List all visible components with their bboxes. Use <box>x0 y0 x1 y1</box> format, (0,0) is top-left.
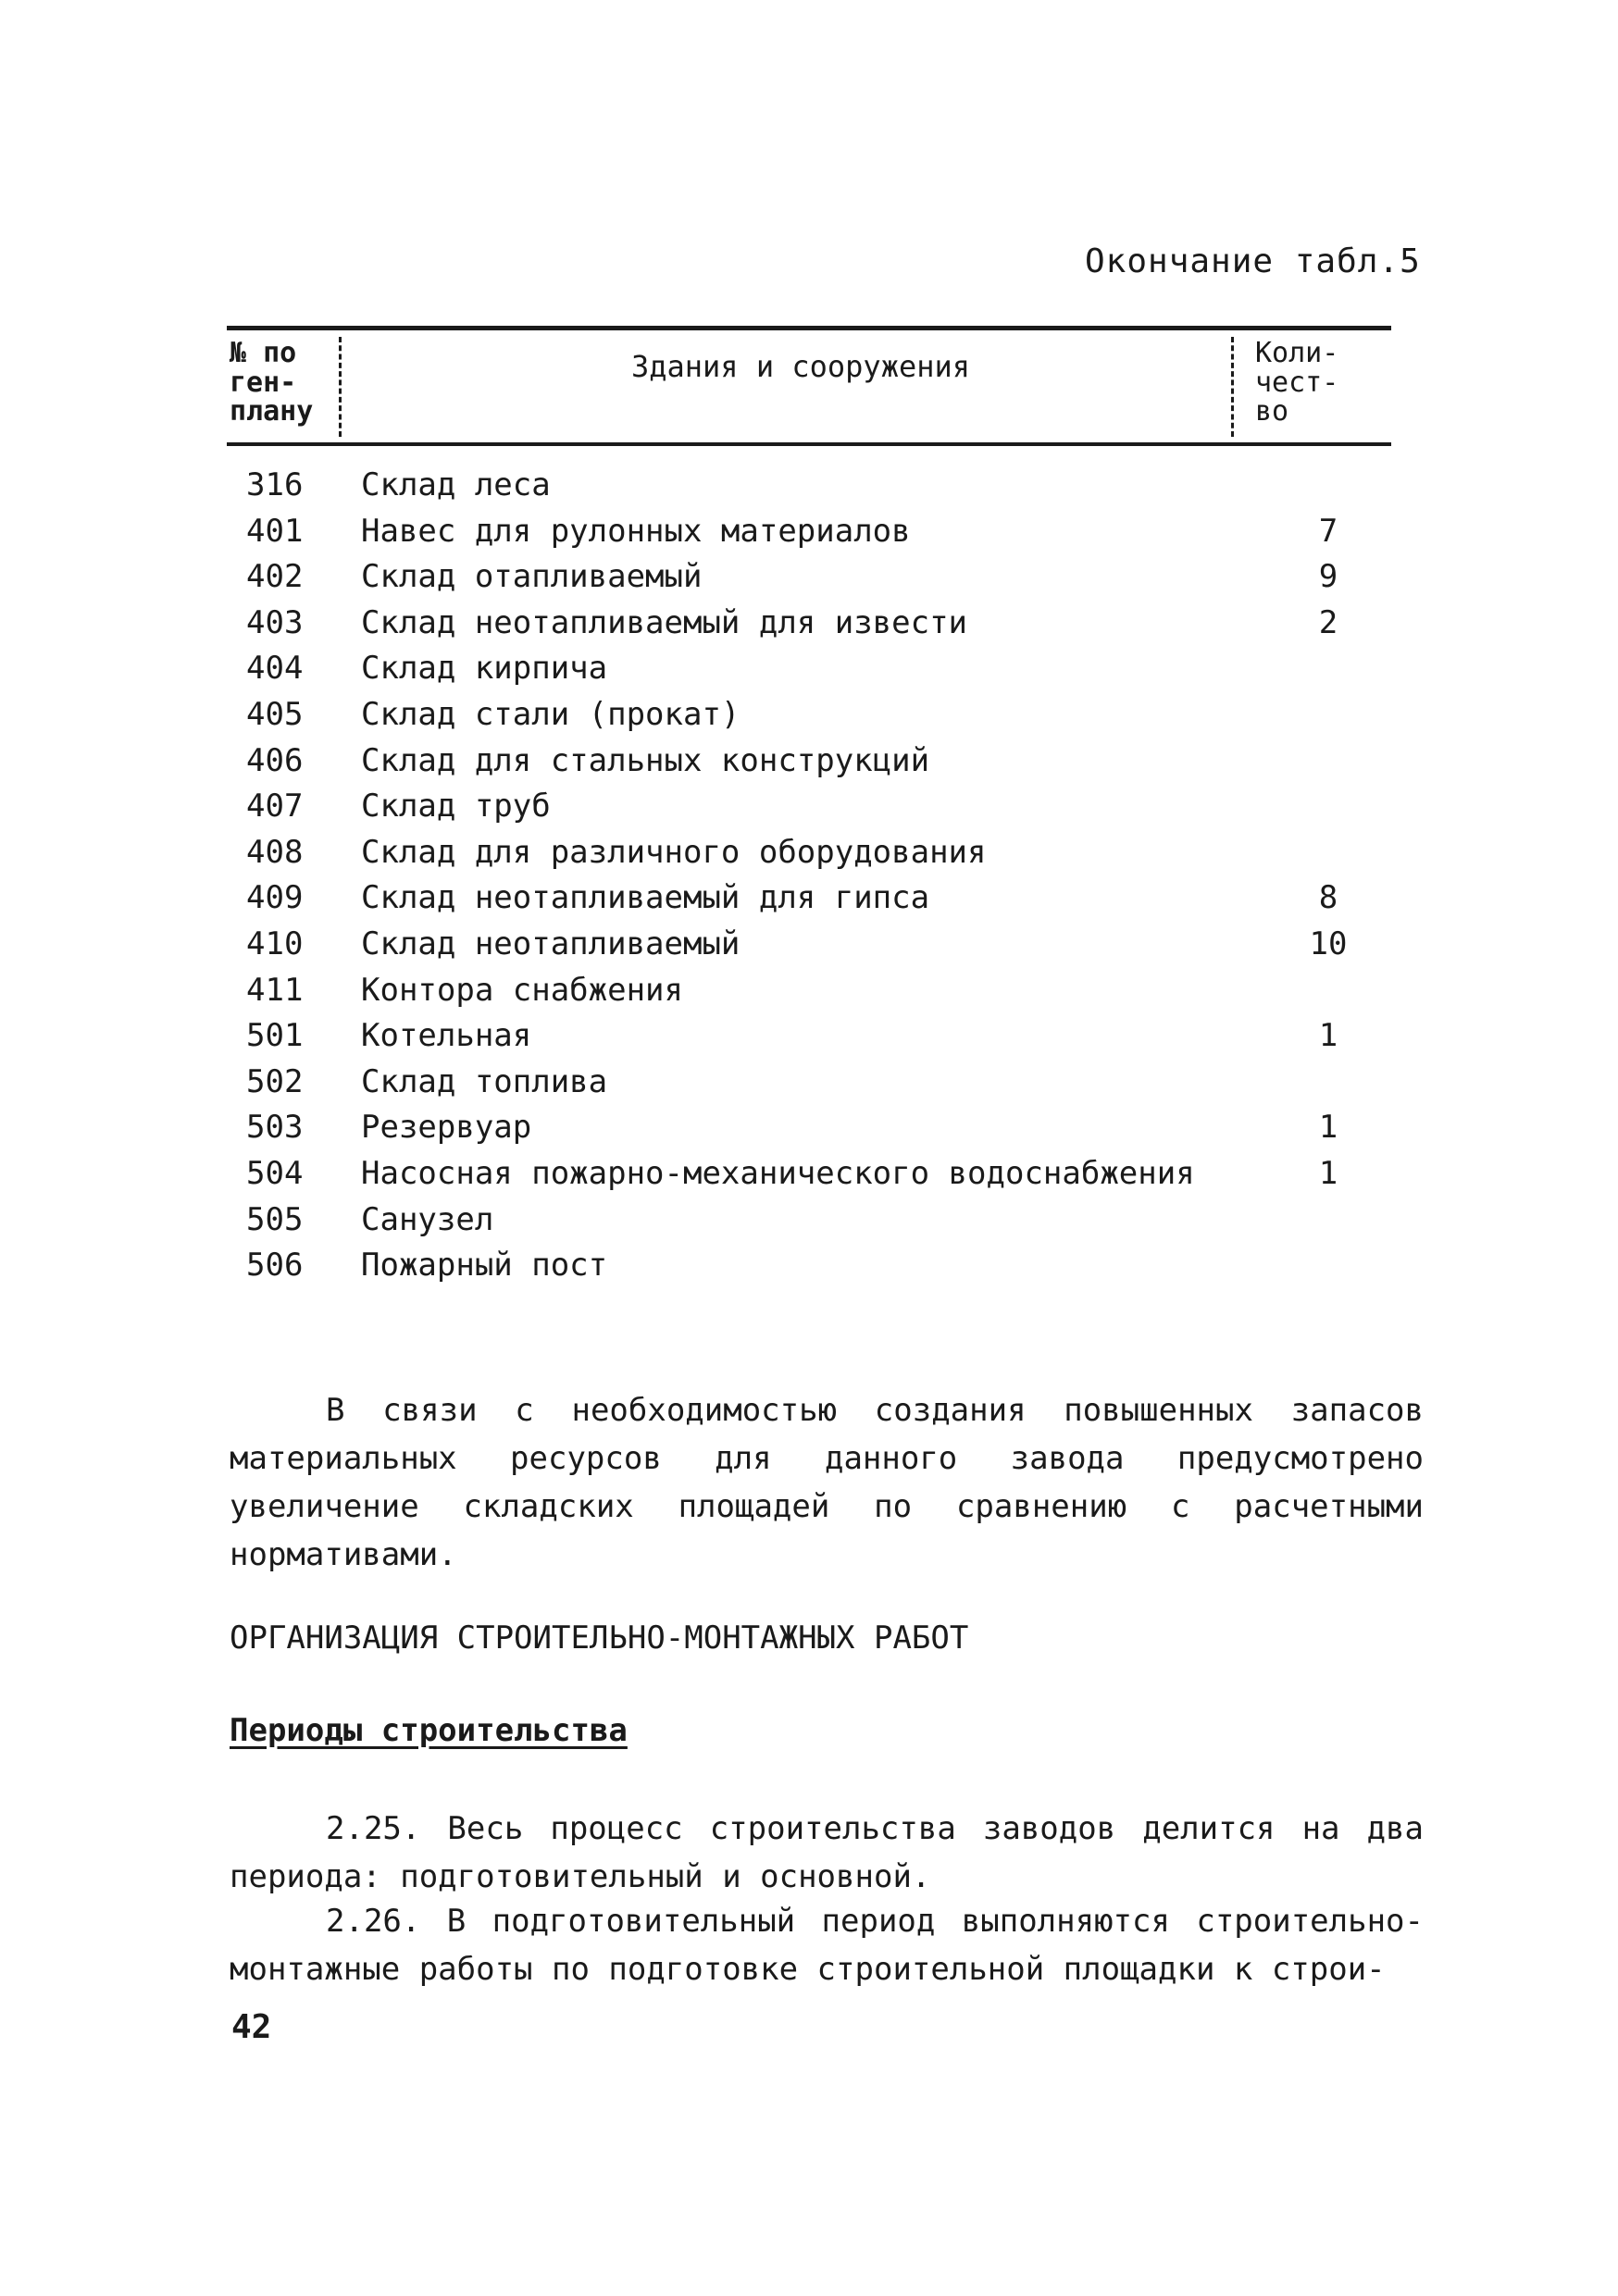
table-row <box>231 1013 1388 1060</box>
row-name: Насосная пожарно-механического водоснабжения <box>361 1154 1195 1192</box>
paragraph: 2.26. В подготовительный период выполняются строительно-монтажные работы по подготовке строительной площадки к строи- <box>230 1903 1424 1988</box>
row-number: 409 <box>246 879 304 917</box>
table-row <box>231 554 1388 601</box>
table-row <box>231 738 1388 785</box>
row-number: 405 <box>246 695 304 733</box>
row-name: Склад труб <box>361 788 551 825</box>
column-header-number: № по ген- плану <box>230 337 314 428</box>
row-number: 401 <box>246 512 304 550</box>
paragraph: В связи с необходимостью создания повышенных запасов материальных ресурсов для данного завода предусмотрено увеличение складских площадей по сравнению с расчетными нормативами. <box>230 1392 1424 1573</box>
table-row <box>231 784 1388 830</box>
table-row <box>231 1105 1388 1151</box>
row-quantity: 1 <box>1318 1154 1338 1192</box>
subsection-heading: Периоды строительства <box>230 1712 628 1749</box>
row-quantity: 8 <box>1318 879 1338 917</box>
section-heading: ОРГАНИЗАЦИЯ СТРОИТЕЛЬНО-МОНТАЖНЫХ РАБОТ <box>230 1620 969 1657</box>
row-number: 402 <box>246 558 304 596</box>
row-number: 506 <box>246 1247 304 1285</box>
paragraph: 2.25. Весь процесс строительства заводов делится на два периода: подготовительный и основной. <box>230 1810 1424 1895</box>
row-number: 407 <box>246 788 304 825</box>
row-name: Склад неотапливаемый для гипса <box>361 879 930 917</box>
page-number: 42 <box>231 2008 272 2046</box>
table-column-divider <box>339 337 342 437</box>
row-name: Санузел <box>361 1200 494 1238</box>
row-name: Склад неотапливаемый <box>361 925 741 962</box>
row-name: Склад стали (прокат) <box>361 695 741 733</box>
row-quantity: 7 <box>1318 512 1338 550</box>
row-name: Склад для различного оборудования <box>361 833 987 871</box>
row-number: 404 <box>246 650 304 688</box>
row-number: 502 <box>246 1062 304 1100</box>
table-row <box>231 646 1388 692</box>
table-row <box>231 968 1388 1014</box>
table-row <box>231 1243 1388 1289</box>
table-row <box>231 463 1388 509</box>
row-name: Склад неотапливаемый для извести <box>361 603 968 641</box>
row-quantity: 9 <box>1318 558 1338 596</box>
table-row <box>231 1060 1388 1106</box>
row-number: 501 <box>246 1017 304 1055</box>
row-number: 410 <box>246 925 304 962</box>
table-row <box>231 1198 1388 1244</box>
row-name: Склад для стальных конструкций <box>361 741 930 779</box>
table-row <box>231 922 1388 968</box>
row-name: Резервуар <box>361 1109 532 1147</box>
table-header-rule <box>227 442 1391 446</box>
row-number: 504 <box>246 1154 304 1192</box>
row-name: Навес для рулонных материалов <box>361 512 911 550</box>
row-quantity: 1 <box>1318 1109 1338 1147</box>
row-name: Склад леса <box>361 466 551 503</box>
row-name: Склад кирпича <box>361 650 608 688</box>
row-number: 403 <box>246 603 304 641</box>
table-row <box>231 1151 1388 1198</box>
row-number: 408 <box>246 833 304 871</box>
row-number: 505 <box>246 1200 304 1238</box>
table-row <box>231 509 1388 555</box>
column-header-quantity: Коли- чест- во <box>1255 337 1339 428</box>
table-row <box>231 601 1388 647</box>
row-number: 316 <box>246 466 304 503</box>
row-number: 503 <box>246 1109 304 1147</box>
row-quantity: 1 <box>1318 1017 1338 1055</box>
row-number: 406 <box>246 741 304 779</box>
column-header-name: Здания и сооружения <box>630 349 971 384</box>
row-name: Пожарный пост <box>361 1247 608 1285</box>
table-body <box>231 463 1388 1289</box>
row-name: Котельная <box>361 1017 532 1055</box>
row-quantity: 10 <box>1309 925 1348 962</box>
table-row <box>231 875 1388 922</box>
row-name: Контора снабжения <box>361 971 683 1009</box>
table-top-rule <box>227 326 1391 330</box>
table-caption: Окончание табл.5 <box>1085 242 1421 280</box>
table-row <box>231 830 1388 876</box>
table-column-divider <box>1231 337 1234 437</box>
row-number: 411 <box>246 971 304 1009</box>
table-row <box>231 692 1388 738</box>
row-quantity: 2 <box>1318 603 1338 641</box>
row-name: Склад отапливаемый <box>361 558 703 596</box>
row-name: Склад топлива <box>361 1062 608 1100</box>
